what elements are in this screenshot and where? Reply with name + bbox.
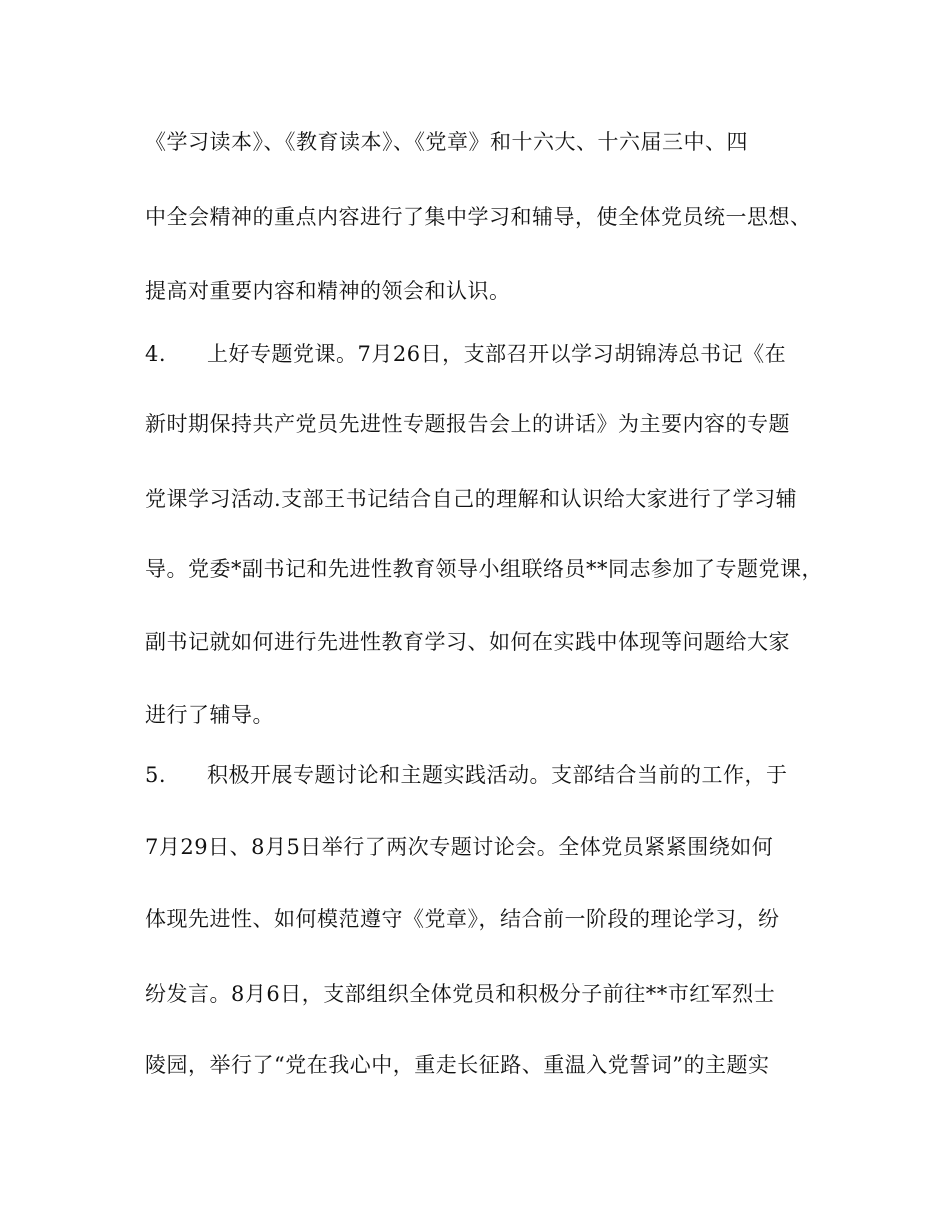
text-line-8: 副书记就如何进行先进性教育学习、如何在实践中体现等问题给大家 [145,630,790,654]
text-line-6: 党课学习活动.支部王书记结合自己的理解和认识给大家进行了学习辅 [145,487,798,511]
text-line-1: 《学习读本》、《教育读本》、《党章》和十六大、十六届三中、四 [145,130,748,154]
text-line-11: 7月29日、8月5日举行了两次专题讨论会。全体党员紧紧围绕如何 [145,835,774,859]
text-line-4: 上好专题党课。7月26日，支部召开以学习胡锦涛总书记《在 [207,342,787,366]
list-item-5 [145,763,788,787]
text-line-14: 陵园，举行了“党在我心中，重走长征路、重温入党誓词”的主题实 [145,1053,770,1077]
list-item-4 [145,342,786,366]
text-line-12: 体现先进性、如何模范遵守《党章》，结合前一阶段的理论学习，纷 [145,907,780,931]
list-number-4: 4. [145,342,167,366]
text-line-3: 提高对重要内容和精神的领会和认识。 [145,279,511,303]
text-line-10: 积极开展专题讨论和主题实践活动。支部结合当前的工作，于 [207,763,788,787]
text-line-9: 进行了辅导。 [145,703,274,727]
text-line-7: 导。党委*副书记和先进性教育领导小组联络员**同志参加了专题党课， [145,557,823,581]
text-line-13: 纷发言。8月6日，支部组织全体党员和积极分子前往**市红军烈士 [145,982,776,1006]
text-line-2: 中全会精神的重点内容进行了集中学习和辅导，使全体党员统一思想、 [145,205,812,229]
list-number-5: 5. [145,763,167,787]
text-line-5: 新时期保持共产党员先进性专题报告会上的讲话》为主要内容的专题 [145,412,790,436]
